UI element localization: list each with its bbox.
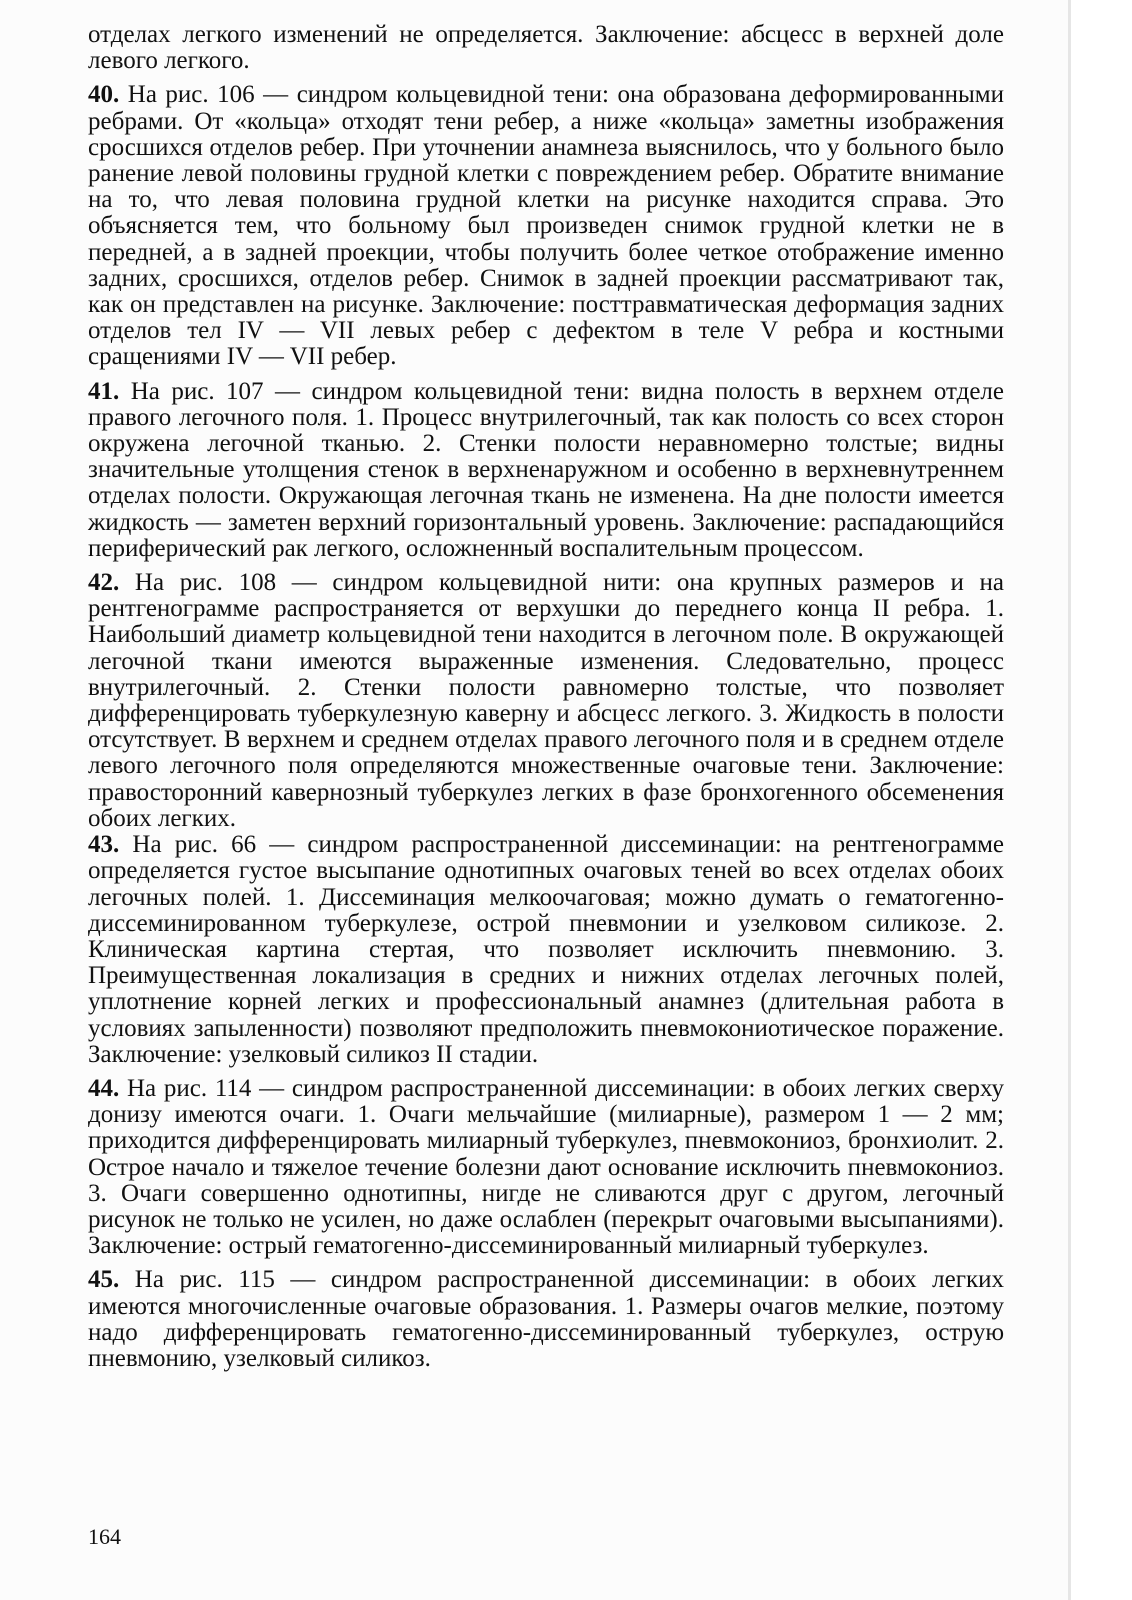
paragraph-text: На рис. 114 — синдром распространенной диссеминации: в обоих легких сверху донизу имеются очаги. 1. Очаги мельчайшие (милиарные), размером 1 — 2 мм; приходится дифференцировать милиарный туберкулез, пневмокониоз, бронхиолит. 2. Острое начало и тяжелое течение болезни дают основание исключить пневмокониоз. 3. Очаги совершенно однотипны, нигде не сливаются друг с другом, легочный рисунок не только не усилен, но даже ослаблен (перекрыт очаговыми высыпаниями). Заключение: острый гематогенно-диссеминированный милиарный туберкулез.: [88, 1074, 1004, 1260]
paragraph-44: [88, 1076, 1004, 1259]
paragraph-number: 42.: [88, 569, 120, 597]
paragraph-text: На рис. 66 — синдром распространенной диссеминации: на рентгенограмме определяется густое высыпание однотипных очаговых теней во всех отделах обоих легочных полей. 1. Диссеминация мелкоочаговая; можно думать о гематогенно-диссеминированном туберкулезе, острой пневмонии и узелковом силикозе. 2. Клиническая картина стертая, что позволяет исключить пневмонию. 3. Преимущественная локализация в средних и нижних отделах легочных полей, уплотнение корней легких и профессиональный анамнез (длительная работа в условиях запыленности) позволяют предположить пневмокониотическое поражение. Заключение: узелковый силикоз II стадии.: [88, 831, 1004, 1068]
paragraph-number: 40.: [88, 81, 120, 109]
page-body: [88, 22, 1004, 1380]
paragraph-42: [88, 570, 1004, 832]
paragraph-40: [88, 82, 1004, 370]
paragraph-text: На рис. 107 — синдром кольцевидной тени: видна полость в верхнем отделе правого легочного поля. 1. Процесс внутрилегочный, так как полость со всех сторон окружена легочной тканью. 2. Стенки полости неравномерно толстые; видны значительные утолщения стенок в верхненаружном и особенно в верхневнутреннем отделах полости. Окружающая легочная ткань не изменена. На дне полости имеется жидкость — заметен верхний горизонтальный уровень. Заключение: распадающийся периферический рак легкого, осложненный воспалительным процессом.: [88, 377, 1004, 562]
paragraph-text: На рис. 108 — синдром кольцевидной нити: она крупных размеров и на рентгенограмме распространяется от верхушки до переднего конца II ребра. 1. Наибольший диаметр кольцевидной тени находится в легочном поле. В окружающей легочной ткани имеются выраженные изменения. Следовательно, процесс внутрилегочный. 2. Стенки полости равномерно толстые, что позволяет дифференцировать туберкулезную каверну и абсцесс легкого. 3. Жидкость в полости отсутствует. В верхнем и среднем отделах правого легочного поля и в среднем отделе левого легочного поля определяются множественные очаговые тени. Заключение: правосторонний кавернозный туберкулез легких в фазе бронхогенного обсеменения обоих легких.: [88, 569, 1004, 832]
paragraph-45: [88, 1267, 1004, 1372]
page-number: 164: [88, 1524, 121, 1549]
paragraph-number: 41.: [88, 377, 120, 405]
paragraph-number: 44.: [88, 1074, 120, 1102]
paragraph-text: отделах легкого изменений не определяется. Заключение: абсцесс в верхней доле левого легкого.: [88, 21, 1004, 75]
paragraph-text: На рис. 115 — синдром распространенной диссеминации: в обоих легких имеются многочисленные очаговые образования. 1. Размеры очагов мелкие, поэтому надо дифференцировать гематогенно-диссеминированный туберкулез, острую пневмонию, узелковый силикоз.: [88, 1266, 1005, 1372]
paragraph-43: [88, 832, 1004, 1068]
paragraph-41: [88, 379, 1004, 562]
paragraph-number: 45.: [88, 1266, 120, 1294]
paragraph-text: На рис. 106 — синдром кольцевидной тени: она образована деформированными ребрами. От «кольца» отходят тени ребер, а ниже «кольца» заметны изображения сросшихся отделов ребер. При уточнении анамнеза выяснилось, что у больного было ранение левой половины грудной клетки с повреждением ребер. Обратите внимание на то, что левая половина грудной клетки на рисунке находится справа. Это объясняется тем, что больному был произведен снимок грудной клетки не в передней, а в задней проекции, чтобы получить более четкое отображение именно задних, сросшихся, отделов ребер. Снимок в задней проекции рассматривают так, как он представлен на рисунке. Заключение: посттравматическая деформация задних отделов тел IV — VII левых ребер с дефектом в теле V ребра и костными сращениями IV — VII ребер.: [88, 81, 1005, 371]
paragraph-number: 43.: [88, 831, 120, 859]
paragraph-continuation: [88, 22, 1004, 74]
